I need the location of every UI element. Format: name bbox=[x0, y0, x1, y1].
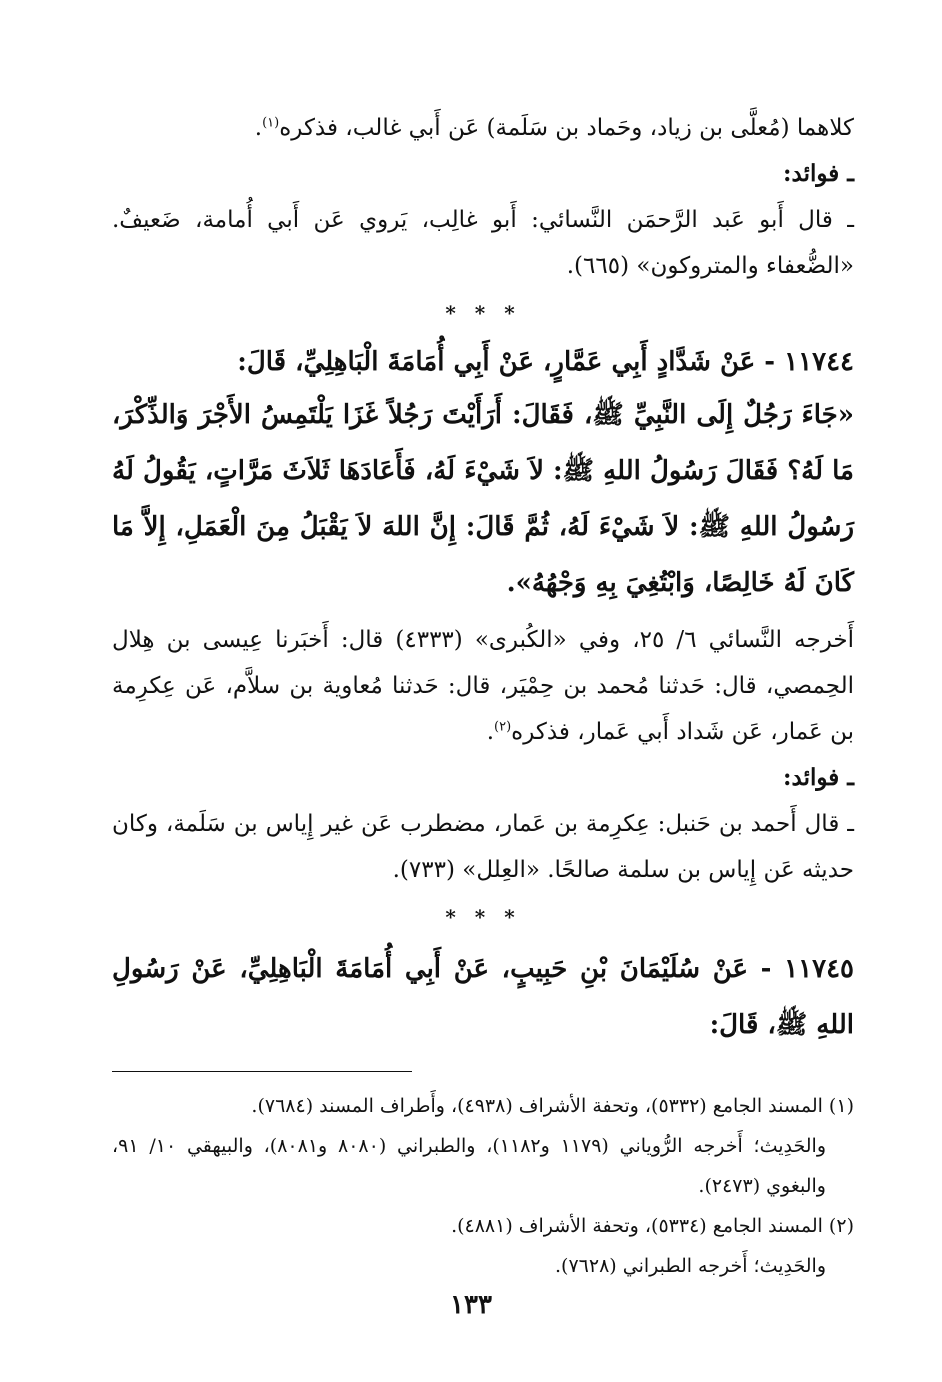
hadith-1744-text: «جَاءَ رَجُلٌ إِلَى النَّبِيِّ ﷺ، فَقَالَ: أَرَأَيْتَ رَجُلاً غَزَا يَلْتَمِسُ الأَجْرَ وَالذِّكْرَ، مَا لَهُ؟ فَقَالَ رَسُولُ اللهِ ﷺ: لاَ شَيْءَ لَهُ، فَأَعَادَهَا ثَلاَثَ مَرَّاتٍ، يَقُولُ لَهُ رَسُولُ اللهِ ﷺ: لاَ شَيْءَ لَهُ، ثُمَّ قَالَ: إِنَّ اللهَ لاَ يَقْبَلُ مِنَ الْعَمَلِ، إِلاَّ مَا كَانَ لَهُ خَالِصًا، وَابْتُغِيَ بِهِ وَجْهُهُ». bbox=[112, 400, 854, 598]
takhrij-text: أَخرجه النَّسائي ٦/ ٢٥، وفي «الكُبرى» (٤٣٣٣) قال: أَخبَرنا عِيسى بن هِلال الحِمصي، قال: حَدثنا مُحمد بن حِمْيَر، قال: حَدثنا مُعاوية بن سلاَّم، عَن عِكرِمة بن عَمار، عَن شَداد أَبي عَمار، فذكره bbox=[112, 627, 855, 745]
footnote-divider bbox=[112, 1071, 412, 1072]
footnotes bbox=[112, 1086, 854, 1286]
hadith-chain: - عَنْ سُلَيْمَانَ بْنِ حَبِيبٍ، عَنْ أَبِي أُمَامَةَ الْبَاهِلِيِّ، عَنْ رَسُولِ اللهِ ﷺ، قَالَ: bbox=[112, 954, 854, 1040]
hadith-1745-intro bbox=[112, 941, 854, 1053]
footnote-2: (٢) المسند الجامع (٥٣٣٤)، وتحفة الأشراف (٤٨٨١). bbox=[451, 1215, 854, 1237]
page-body bbox=[112, 105, 854, 1286]
fawaid-heading-1: ـ فوائد: bbox=[783, 160, 854, 187]
takhrij-paragraph: أَخرجه النَّسائي ٦/ ٢٥، وفي «الكُبرى» (٤٣٣٣) قال: أَخبَرنا عِيسى بن هِلال الحِمصي، قال: حَدثنا مُحمد بن حِمْيَر، قال: حَدثنا مُعاوية بن سلاَّم، عَن عِكرِمة بن عَمار، عَن شَداد أَبي عَمار، فذكره$^{(٢)}$. bbox=[112, 627, 855, 745]
fawaid-text-1: ـ قال أَبو عَبد الرَّحمَن النَّسائي: أَبو غالِب، يَروي عَن أَبي أُمامة، ضَعيفٌ. «الضُّعفاء والمتروكون» (٦٦٥). bbox=[112, 207, 854, 279]
footnote-2-detail: والحَدِيث؛ أَخرجه الطبراني (٧٦٢٨). bbox=[555, 1255, 826, 1277]
footnote-ref-1[interactable]: (١) bbox=[262, 115, 280, 131]
separator-stars-1: * * * bbox=[445, 301, 521, 325]
footnote-ref-2[interactable]: (٢) bbox=[494, 719, 512, 735]
footnote-1-detail: والحَدِيث؛ أَخرجه الرُّوياني (١١٧٩ و١١٨٢)، والطبراني (٨٠٨٠ و٨٠٨١)، والبيهقي ١٠/ ٩١، والبغوي (٢٤٧٣). bbox=[112, 1135, 827, 1197]
hadith-number: ١١٧٤٥ bbox=[784, 954, 854, 984]
fawaid-text-2: ـ قال أَحمد بن حَنبل: عِكرِمة بن عَمار، مضطرب عَن غير إِياس بن سَلَمة، وكان حديثه عَن إِياس بن سلمة صالحًا. «العِلل» (٧٣٣). bbox=[112, 811, 854, 883]
intro-paragraph: كلاهما (مُعلَّى بن زياد، وحَماد بن سَلَمة) عَن أَبي غالب، فذكره$^{(١)}$. bbox=[254, 115, 854, 141]
separator-stars-2: * * * bbox=[445, 905, 521, 929]
page-number: ١٣٣ bbox=[450, 1290, 492, 1320]
hadith-chain: - عَنْ شَدَّادٍ أَبِي عَمَّارٍ، عَنْ أَبِي أُمَامَةَ الْبَاهِلِيِّ، قَالَ: bbox=[237, 347, 776, 377]
intro-text: كلاهما (مُعلَّى بن زياد، وحَماد بن سَلَمة) عَن أَبي غالب، فذكره bbox=[279, 115, 854, 141]
hadith-1744-intro bbox=[112, 337, 854, 387]
hadith-number: ١١٧٤٤ bbox=[784, 347, 854, 377]
fawaid-heading-2: ـ فوائد: bbox=[783, 764, 854, 791]
footnote-1: (١) المسند الجامع (٥٣٣٢)، وتحفة الأشراف (٤٩٣٨)، وأَطراف المسند (٧٦٨٤). bbox=[251, 1095, 854, 1117]
